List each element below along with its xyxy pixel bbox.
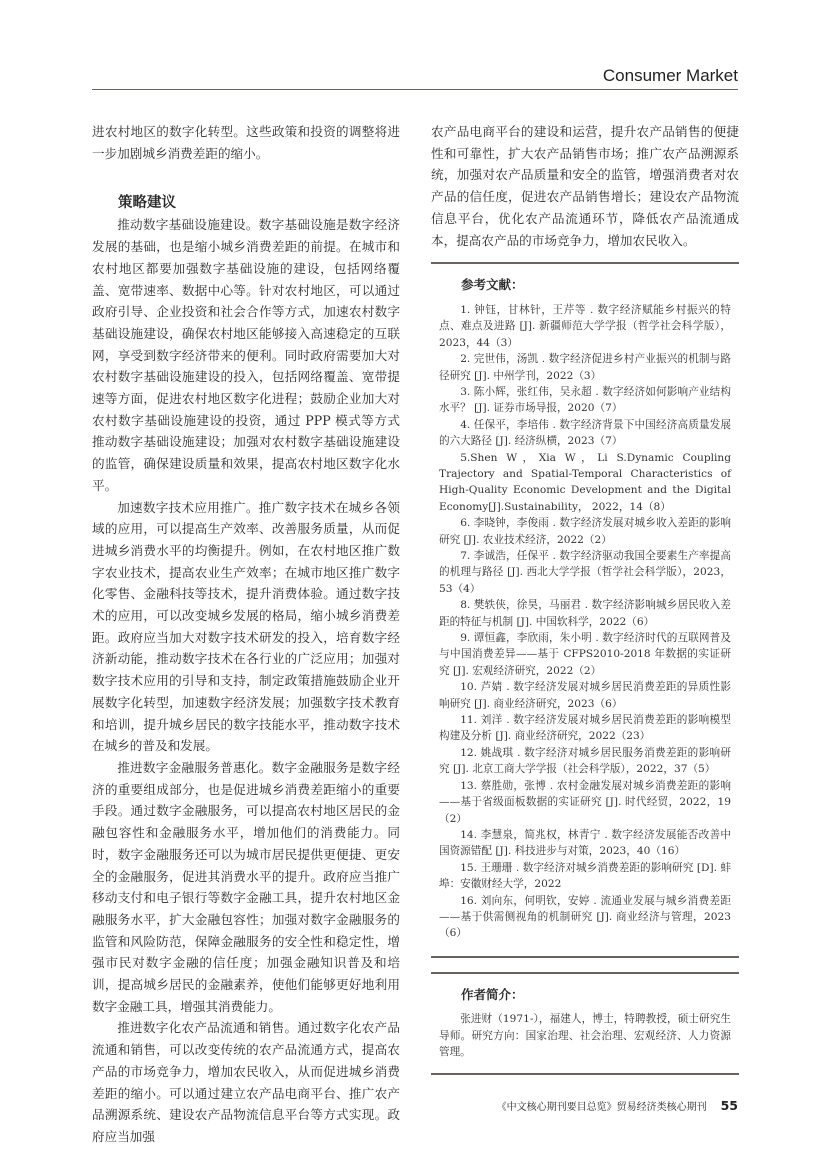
reference-item: 6. 李晓钟，李俊雨 . 数字经济发展对城乡收入差距的影响研究 [J]. 农业技术经济，2022（2） [439,517,731,546]
reference-item: 1. 钟钰，甘林针，王芹等 . 数字经济赋能乡村振兴的特点、难点及进路 [J]. 新疆师范大学学报（哲学社会科学版），2023，44（3） [439,303,731,349]
section-heading: 策略建议 [118,195,176,212]
divider [431,262,739,264]
header-divider [92,89,738,90]
reference-item: 4. 任保平，李培伟 . 数字经济背景下中国经济高质量发展的六大路径 [J]. 经济纵横，2023（7） [439,418,731,448]
body-paragraph: 推进数字金融服务普惠化。数字金融服务是数字经济的重要组成部分，也是促进城乡消费差距缩小的重要手段。通过数字金融服务，可以提高农村地区居民的金融包容性和金融服务水平，增加他们的消费能力。同时，数字金融服务还可以为城市居民提供更便捷、更安全的金融服务，促进其消费水平的提升。政府应当推广移动支付和电子银行等数字金融工具，提升农村地区金融服务水平，扩大金融包容性；加强对数字金融服务的监管和风险防范，保障金融服务的安全性和稳定性，增强市民对数字金融的信任度；加强金融知识普及和培训，提高城乡居民的金融素养，使他们能够更好地利用数字金融工具，增强其消费能力。 [92,759,400,1014]
reference-item: 13. 蔡胜勋，张博 . 农村金融发展对城乡消费差距的影响——基于省级面板数据的实证研究 [J]. 时代经贸，2022，19（2） [439,779,731,825]
reference-item: 2. 完世伟，汤凯 . 数字经济促进乡村产业振兴的机制与路径研究 [J]. 中州学刊，2022（3） [439,353,731,382]
divider [431,1073,739,1075]
body-paragraph: 农产品电商平台的建设和运营，提升农产品销售的便捷性和可靠性，扩大农产品销售市场；推广农产品溯源系统，加强对农产品质量和安全的监管，增强消费者对农产品的信任度，促进农产品销售增长；建设农产品物流信息平台，优化农产品流通环节，降低农产品流通成本，提高农产品的市场竞争力，增加农民收入。 [431,124,739,248]
reference-item: 11. 刘洋 . 数字经济发展对城乡居民消费差距的影响模型构建及分析 [J]. 商业经济研究，2022（23） [439,714,731,743]
journal-note: 《中文核心期刊要目总览》贸易经济类核心期刊 [496,1102,707,1113]
body-paragraph: 推进数字化农产品流通和销售。通过数字化农产品流通和销售，可以改变传统的农产品流通方式，提高农产品的市场竞争力，增加农民收入，从而促进城乡消费差距的缩小。可以通过建立农产品电商平台、推广农产品溯源系统、建设农产品物流信息平台等方式实现。政府应当加强 [92,1020,400,1144]
reference-item: 14. 李慧泉，简兆权，林青宁 . 数字经济发展能否改善中国资源错配 [J]. 科技进步与对策，2023，40（16） [439,828,731,858]
reference-item: 9. 谭恒鑫，李欣雨，朱小明 . 数字经济时代的互联网普及与中国消费差异——基于 CFPS2010-2018 年数据的实证研究 [J]. 宏观经济研究，2022（2） [439,632,731,677]
divider [431,972,739,974]
left-column [92,121,400,1148]
author-bio-text: 张进财（1971-），福建人，博士，特聘教授，硕士研究生导师。研究方向：国家治理、社会治理、宏观经济、人力资源管理。 [439,1013,731,1059]
body-paragraph: 加速数字技术应用推广。推广数字技术在城乡各领域的应用，可以提高生产效率、改善服务质量，从而促进城乡消费水平的均衡提升。例如，在农村地区推广数字农业技术，提高农业生产效率；在城市地区推广数字化零售、金融科技等技术，提升消费体验。通过数字技术的应用，可以改变城乡发展的格局，缩小城乡消费差距。政府应当加大对数字技术研发的投入，培育数字经济新动能，推动数字技术在各行业的广泛应用；加强对数字技术应用的引导和支持，制定政策措施鼓励企业开展数字化转型，加速数字经济发展；加强数字技术教育和培训，提升城乡居民的数字技能水平，推动数字技术在城乡的普及和发展。 [92,499,400,754]
reference-item: 7. 李诚浩，任保平 . 数字经济驱动我国全要素生产率提高的机理与路径 [J]. 西北大学学报（哲学社会科学版），2023，53（4） [439,550,731,595]
reference-item: 12. 姚战琪 . 数字经济对城乡居民服务消费差距的影响研究 [J]. 北京工商大学学报（社会科学版），2022，37（5） [439,746,731,776]
references-heading: 参考文献： [461,277,524,293]
page-footer [430,1098,738,1113]
author-heading: 作者简介： [461,986,524,1002]
divider [431,956,739,958]
reference-item: 16. 刘向东，何明钦，安婷 . 流通业发展与城乡消费差距——基于供需侧视角的机制研究 [J]. 商业经济与管理，2023（6） [439,894,731,940]
references-list [431,302,739,942]
author-bio [431,1011,739,1060]
body-paragraph: 推动数字基础设施建设。数字基础设施是数字经济发展的基础，也是缩小城乡消费差距的前提。在城市和农村地区都要加强数字基础设施的建设，包括网络覆盖、宽带速率、数据中心等。针对农村地区，可以通过政府引导、企业投资和社会合作等方式，加速农村数字基础设施建设，确保农村地区能够接入高速稳定的互联网，享受到数字经济带来的便利。同时政府需要加大对农村数字基础设施建设的投入，包括网络覆盖、宽带提速等方面，促进农村地区数字化进程；鼓励企业加大对农村数字基础设施建设的投资，通过 PPP 模式等方式推动数字基础设施建设；加强对农村数字基础设施建设的监管，确保建设质量和效果，提高农村地区数字化水平。 [92,217,400,493]
page-number: 55 [720,1098,738,1113]
reference-item: 5.Shen W，Xia W，Li S.Dynamic Coupling Trajectory and Spatial-Temporal Characteristics of High-Quality Economic Development and the Digital Economy[J].Sustainability， 2022，14（8） [439,451,731,513]
body-paragraph: 进农村地区的数字化转型。这些政策和投资的调整将进一步加剧城乡消费差距的缩小。 [92,124,400,161]
reference-item: 10. 芦婧 . 数字经济发展对城乡居民消费差距的异质性影响研究 [J]. 商业经济研究，2023（6） [439,681,731,710]
reference-item: 8. 樊轶侠，徐昊，马丽君 . 数字经济影响城乡居民收入差距的特征与机制 [J]. 中国软科学，2022（6） [439,599,731,628]
running-header: Consumer Market [602,66,738,85]
right-column [431,121,739,1075]
reference-item: 15. 王珊珊 . 数字经济对城乡消费差距的影响研究 [D]. 蚌埠：安徽财经大学，2022 [439,861,731,891]
reference-item: 3. 陈小辉，张红伟，吴永超 . 数字经济如何影响产业结构水平？ [J]. 证券市场导报，2020（7） [439,385,731,415]
